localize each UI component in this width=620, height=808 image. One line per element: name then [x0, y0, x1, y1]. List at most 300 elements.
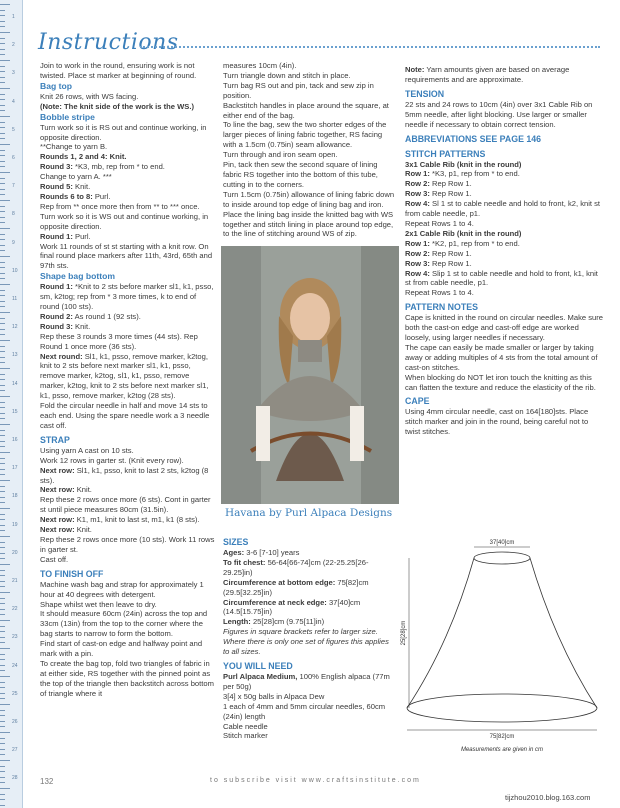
- ruler-tick: [0, 682, 5, 683]
- ruler-tick: [0, 21, 5, 22]
- instruction-line: [223, 578, 395, 598]
- instruction-line: Cast off.: [40, 554, 69, 564]
- section-heading: PATTERN NOTES: [405, 302, 478, 313]
- section-heading: Bag top: [40, 80, 72, 91]
- ruler-tick: [0, 721, 5, 722]
- ruler-number: 21: [12, 578, 18, 584]
- ruler-tick: [0, 435, 5, 436]
- line-text: Sl 1 st to cable needle and hold to front, k2, knit st from cable needle, p1.: [405, 199, 601, 219]
- line-label: Circumference at neck edge:: [223, 597, 327, 607]
- ruler-tick: [0, 334, 5, 335]
- section-heading: Bobble stripe: [40, 111, 95, 122]
- instruction-line: Place the lining bag inside the knitted bag with WS together and stitch lining in place around top edge, to the line of stitching around WS of zip.: [223, 209, 394, 239]
- section-heading: CAPE: [405, 396, 430, 407]
- line-label: Round 3:: [40, 162, 73, 172]
- line-label: Round 5:: [40, 182, 73, 192]
- ruler-tick: [0, 256, 10, 257]
- column-2: [223, 61, 395, 239]
- line-text: Knit.: [72, 321, 91, 331]
- instruction-line: Backstitch handles in place around the square, at either end of the bag.: [223, 100, 389, 120]
- ruler-tick: [0, 760, 10, 761]
- left-ruler: [0, 0, 23, 808]
- ruler-tick: [0, 127, 5, 128]
- ruler-tick: [0, 547, 5, 548]
- ruler-tick: [0, 105, 5, 106]
- instruction-line: Shape whilst wet then leave to dry.: [40, 599, 157, 609]
- ruler-tick: [0, 38, 5, 39]
- instruction-line: [405, 249, 605, 259]
- instruction-line: **Change to yarn B.: [40, 142, 108, 152]
- ruler-tick: [0, 777, 5, 778]
- ruler-tick: [0, 66, 5, 67]
- girl-in-cape-image: [221, 246, 399, 504]
- line-text: Knit.: [74, 485, 92, 495]
- line-label: Next row:: [40, 485, 75, 495]
- ruler-number: 3: [12, 70, 15, 77]
- line-text: Rep Row 1.: [429, 189, 472, 199]
- line-label: Round 2:: [40, 311, 73, 321]
- ruler-tick: [0, 486, 5, 487]
- ruler-tick: [0, 329, 5, 330]
- ruler-tick: [0, 211, 5, 212]
- ruler-tick: [0, 172, 10, 173]
- ruler-tick: [0, 306, 5, 307]
- ruler-tick: [0, 245, 5, 246]
- section-heading: TO FINISH OFF: [40, 568, 104, 579]
- ruler-tick: [0, 60, 10, 61]
- line-text: Purl.: [72, 231, 91, 241]
- instruction-line: [40, 232, 215, 242]
- ruler-number: 15: [12, 408, 18, 415]
- ruler-tick: [0, 385, 5, 386]
- instruction-line: [405, 269, 605, 289]
- ruler-tick: [0, 598, 5, 599]
- line-label: Round 3:: [40, 321, 73, 331]
- ruler-number: 6: [12, 155, 15, 161]
- ruler-tick: [0, 402, 5, 403]
- instruction-line: Repeat Rows 1 to 4.: [405, 288, 474, 298]
- ruler-tick: [0, 558, 5, 559]
- line-text: 3-6 [7-10] years: [244, 548, 300, 557]
- line-text: Sl1, k1, psso, knit to last 2 sts, k2tog (8 sts).: [40, 465, 209, 485]
- watermark: tijzhou2010.blog.163.com: [505, 793, 591, 802]
- ruler-tick: [0, 82, 5, 83]
- ruler-tick: [0, 262, 5, 263]
- line-label: Next row:: [40, 525, 75, 535]
- ruler-number: 10: [12, 267, 18, 274]
- line-text: As round 1 (92 sts).: [72, 311, 141, 321]
- ruler-number: 12: [12, 324, 18, 331]
- ruler-number: 7: [12, 183, 15, 190]
- ruler-tick: [0, 508, 10, 509]
- sizes-column: [223, 533, 395, 741]
- ruler-tick: [0, 183, 5, 184]
- ruler-tick: [0, 340, 10, 341]
- column-3: [405, 65, 605, 437]
- instruction-line: When blocking do NOT let iron touch the knitting as this can flatten the texture and reduce the elasticity of the rib.: [405, 372, 596, 392]
- line-text: Knit.: [74, 525, 92, 535]
- column-1: [40, 61, 215, 699]
- ruler-tick: [0, 379, 5, 380]
- ruler-tick: [0, 396, 10, 397]
- ruler-tick: [0, 480, 10, 481]
- ruler-tick: [0, 766, 5, 767]
- line-text: *Knit to 2 sts before marker sl1, k1, psso, sm, k2tog; rep from * 3 more times, k to end of round (100 sts).: [40, 282, 214, 312]
- ruler-tick: [0, 805, 5, 806]
- ruler-tick: [0, 390, 5, 391]
- instruction-line: Change to yarn A. ***: [40, 172, 112, 182]
- ruler-tick: [0, 771, 5, 772]
- instruction-line: [40, 352, 215, 402]
- line-text: *K2, p1, rep from * to end.: [429, 238, 520, 248]
- instruction-line: Work 12 rows in garter st. (Knit every row).: [40, 455, 184, 465]
- instruction-line: [223, 672, 395, 692]
- page-number: 132: [40, 777, 54, 786]
- ruler-tick: [0, 754, 5, 755]
- ruler-tick: [0, 659, 5, 660]
- ruler-tick: [0, 312, 10, 313]
- section-heading: TENSION: [405, 88, 445, 99]
- line-text: Yarn amounts given are based on average requirements and are approximate.: [405, 65, 570, 84]
- instruction-line: Stitch marker: [223, 731, 268, 741]
- ruler-tick: [0, 155, 5, 156]
- instruction-line: Fold the circular needle in half and move 14 sts to each end. Using the spare needle work a 3 needle cast off.: [40, 401, 210, 430]
- instruction-line: [405, 169, 605, 179]
- ruler-tick: [0, 648, 10, 649]
- ruler-tick: [0, 441, 5, 442]
- ruler-number: 16: [12, 437, 18, 443]
- ruler-number: 9: [12, 239, 15, 246]
- instruction-line: [40, 282, 215, 312]
- instruction-line: measures 10cm (4in).: [223, 61, 297, 70]
- ruler-tick: [0, 788, 10, 789]
- line-label: To fit chest:: [223, 557, 266, 567]
- ruler-tick: [0, 323, 5, 324]
- ruler-number: 25: [12, 690, 18, 697]
- ruler-tick: [0, 530, 5, 531]
- section-heading: STRAP: [40, 434, 70, 445]
- ruler-tick: [0, 284, 10, 285]
- title-divider: [140, 46, 600, 48]
- ruler-number: 23: [12, 634, 18, 641]
- line-text: Rep Row 1.: [429, 248, 472, 258]
- line-text: 75[82]cm (29.5[32.25]in): [223, 577, 369, 597]
- ruler-tick: [0, 32, 10, 33]
- instruction-line: Knit 26 rows, with WS facing.: [40, 91, 139, 101]
- instruction-line: Rep these 3 rounds 3 more times (44 sts). Rep Round 1 once more (36 sts).: [40, 331, 198, 351]
- ruler-tick: [0, 603, 5, 604]
- line-label: Ages:: [223, 548, 245, 557]
- section-heading: Shape bag bottom: [40, 271, 115, 282]
- line-label: Row 1:: [405, 238, 430, 248]
- ruler-tick: [0, 676, 10, 677]
- ruler-tick: [0, 77, 5, 78]
- ruler-tick: [0, 346, 5, 347]
- line-label: Row 2:: [405, 179, 430, 189]
- ruler-tick: [0, 99, 5, 100]
- instruction-line: [405, 199, 605, 219]
- ruler-tick: [0, 782, 5, 783]
- ruler-tick: [0, 228, 10, 229]
- ruler-tick: [0, 418, 5, 419]
- line-text: 25[28]cm (9.75[11]in): [250, 617, 325, 627]
- instruction-line: Turn 1.5cm (0.75in) allowance of lining fabric down to inside around top edge of lining bag and iron.: [223, 189, 395, 209]
- line-label: Rounds 6 to 8:: [40, 191, 93, 201]
- line-text: Slip 1 st to cable needle and hold to front, k1, knit st from cable needle, p1.: [405, 268, 598, 288]
- ruler-tick: [0, 94, 5, 95]
- ruler-tick: [0, 514, 5, 515]
- line-text: 100% English alpaca (77m per 50g): [223, 671, 390, 691]
- ruler-number: 20: [12, 549, 18, 556]
- instruction-line: [40, 322, 215, 332]
- ruler-tick: [0, 458, 5, 459]
- ruler-tick: [0, 122, 5, 123]
- instruction-line: To line the bag, sew the two shorter edges of the larger pieces of lining fabric together, RS facing with a 1.5cm (0.75in) seam allowance.: [223, 120, 387, 150]
- line-text: *K3, mb, rep from * to end.: [72, 162, 165, 172]
- instruction-line: To create the bag top, fold two triangles of fabric in at either side, RS together with the pinned point as the top of the triangle then backstitch across bottom of triangle where it: [40, 658, 214, 698]
- ruler-tick: [0, 374, 5, 375]
- ruler-tick: [0, 71, 5, 72]
- instruction-line: Pin, tack then sew the second square of lining fabric RS together into the bottom of this tube, cutting in to the corners.: [223, 160, 378, 189]
- instruction-line: [40, 192, 215, 202]
- instruction-line: [40, 525, 215, 535]
- line-label: Round 1:: [40, 282, 73, 292]
- ruler-tick: [0, 194, 5, 195]
- ruler-tick: [0, 654, 5, 655]
- instruction-line: Turn triangle down and stitch in place.: [223, 70, 351, 80]
- ruler-tick: [0, 497, 5, 498]
- ruler-number: 2: [12, 42, 15, 49]
- line-label: Next round:: [40, 351, 83, 361]
- ruler-tick: [0, 357, 5, 358]
- ruler-tick: [0, 704, 10, 705]
- ruler-number: 1: [12, 14, 15, 20]
- line-text: *K3, p1, rep from * to end.: [429, 169, 520, 179]
- ruler-tick: [0, 189, 5, 190]
- instruction-line: 22 sts and 24 rows to 10cm (4in) over 3x1 Cable Rib on 5mm needle, after light blocking. Use larger or smaller needle if necessary to obtain correct tension.: [405, 99, 593, 129]
- line-label: Next row:: [40, 465, 75, 475]
- instruction-line: [405, 65, 605, 85]
- line-label: Purl Alpaca Medium,: [223, 671, 298, 681]
- ruler-tick: [0, 217, 5, 218]
- instruction-line: Machine wash bag and strap for approximately 1 hour at 40 degrees with detergent.: [40, 579, 204, 599]
- bold-line: (Note: The knit side of the work is the WS.): [40, 101, 194, 111]
- ruler-tick: [0, 749, 5, 750]
- instruction-line: [223, 617, 395, 627]
- ruler-tick: [0, 710, 5, 711]
- line-text: Purl.: [92, 191, 111, 201]
- ruler-tick: [0, 239, 5, 240]
- ruler-tick: [0, 54, 5, 55]
- bottom-measure: 75[82]cm: [489, 734, 515, 740]
- ruler-tick: [0, 43, 5, 44]
- line-text: 37[40]cm (14.5[15.75]in): [223, 597, 361, 617]
- ruler-tick: [0, 234, 5, 235]
- ruler-tick: [0, 138, 5, 139]
- instruction-line: 1 each of 4mm and 5mm circular needles, 60cm (24in) length: [223, 701, 386, 721]
- ruler-tick: [0, 318, 5, 319]
- ruler-tick: [0, 738, 5, 739]
- ruler-tick: [0, 15, 5, 16]
- instruction-line: Repeat Rows 1 to 4.: [405, 218, 474, 228]
- instruction-line: Cable needle: [223, 721, 268, 731]
- line-text: K1, m1, knit to last st, m1, k1 (8 sts).: [74, 515, 200, 525]
- instruction-line: Turn work so it is RS out and continue working, in opposite direction.: [40, 122, 207, 142]
- model-photo: [221, 246, 399, 504]
- ruler-tick: [0, 88, 10, 89]
- ruler-tick: [0, 273, 5, 274]
- ruler-tick: [0, 693, 5, 694]
- ruler-tick: [0, 609, 5, 610]
- ruler-number: 18: [12, 493, 18, 500]
- ruler-tick: [0, 407, 5, 408]
- ruler-tick: [0, 206, 5, 207]
- instruction-line: [223, 598, 395, 618]
- ruler-tick: [0, 178, 5, 179]
- ruler-number: 14: [12, 380, 18, 387]
- line-label: Row 1:: [405, 169, 430, 179]
- ruler-tick: [0, 626, 5, 627]
- instruction-line: 3[4] x 50g balls in Alpaca Dew: [223, 691, 325, 701]
- instruction-line: Rep these 2 rows once more (10 sts). Work 11 rows in garter st.: [40, 534, 215, 554]
- section-heading: STITCH PATTERNS: [405, 148, 486, 159]
- ruler-tick: [0, 525, 5, 526]
- ruler-tick: [0, 10, 5, 11]
- ruler-tick: [0, 150, 5, 151]
- ruler-tick: [0, 519, 5, 520]
- ruler-tick: [0, 687, 5, 688]
- ruler-number: 8: [12, 211, 15, 218]
- instruction-line: Work 11 rounds of st st starting with a knit row. On final round place markers after 11th, 43rd, 65th and 97th sts.: [40, 241, 213, 271]
- line-text: Rep Row 1.: [429, 179, 472, 189]
- ruler-tick: [0, 592, 10, 593]
- section-heading: YOU WILL NEED: [223, 660, 293, 671]
- line-text: Sl1, k1, psso, remove marker, k2tog, knit to 2 sts before next marker sl1, k1, psso, remove marker, k2tog, sl1, k1, psso, remove marker, k2tog, knit to 2 sts before next marker sl1, k1, psso, remove marker, k2tog (28 sts).: [40, 351, 209, 401]
- ruler-tick: [0, 575, 5, 576]
- section-heading: SIZES: [223, 537, 249, 547]
- ruler-tick: [0, 368, 10, 369]
- instruction-line: It should measure 60cm (24in) across the top and 33cm (13in) from the top to the corner where the bag starts to narrow to form the bottom.: [40, 609, 208, 639]
- ruler-tick: [0, 586, 5, 587]
- cape-schematic: [395, 533, 610, 758]
- instruction-line: [405, 239, 605, 249]
- ruler-tick: [0, 452, 10, 453]
- ruler-number: 4: [12, 98, 15, 105]
- ruler-tick: [0, 536, 10, 537]
- line-label: Row 4:: [405, 268, 430, 278]
- ruler-tick: [0, 553, 5, 554]
- bold-line: 2x1 Cable Rib (knit in the round): [405, 228, 522, 238]
- ruler-tick: [0, 110, 5, 111]
- instruction-line: The cape can easily be made smaller or larger by taking away or adding multiples of 4 sts from the total amount of cast-on stitches.: [405, 342, 598, 372]
- ruler-tick: [0, 614, 5, 615]
- line-label: Row 4:: [405, 199, 430, 209]
- ruler-tick: [0, 290, 5, 291]
- bold-line: 3x1 Cable Rib (knit in the round): [405, 159, 522, 169]
- top-measure: 37[40]cm: [489, 540, 515, 546]
- ruler-number: 17: [12, 465, 18, 472]
- line-label: Length:: [223, 617, 251, 627]
- ruler-tick: [0, 301, 5, 302]
- ruler-tick: [0, 620, 10, 621]
- instruction-line: [405, 189, 605, 199]
- bold-line: Rounds 1, 2 and 4: Knit.: [40, 152, 127, 162]
- note-text: Figures in square brackets refer to larger size. Where there is only one set of figures this applies to all sizes.: [223, 627, 389, 657]
- photo-caption: Havana by Purl Alpaca Designs: [225, 507, 393, 519]
- instruction-line: [40, 312, 215, 322]
- ruler-tick: [0, 267, 5, 268]
- ruler-tick: [0, 469, 5, 470]
- ruler-tick: [0, 161, 5, 162]
- ruler-tick: [0, 642, 5, 643]
- instruction-line: [40, 162, 215, 172]
- instruction-line: Using 4mm circular needle, cast on 164[180]sts. Place stitch marker and join in the round, being careful not to twist stitches.: [405, 407, 589, 437]
- ruler-tick: [0, 670, 5, 671]
- instruction-line: [223, 548, 395, 558]
- ruler-tick: [0, 49, 5, 50]
- ruler-tick: [0, 362, 5, 363]
- ruler-tick: [0, 133, 5, 134]
- ruler-tick: [0, 4, 10, 5]
- instruction-line: [223, 558, 395, 578]
- ruler-tick: [0, 26, 5, 27]
- instruction-line: [40, 466, 215, 486]
- instruction-line: [40, 182, 215, 192]
- ruler-tick: [0, 799, 5, 800]
- ruler-tick: [0, 715, 5, 716]
- section-heading: ABBREVIATIONS SEE PAGE 146: [405, 133, 542, 144]
- instruction-line: [405, 259, 605, 269]
- line-label: Next row:: [40, 515, 75, 525]
- ruler-number: 24: [12, 662, 18, 669]
- instruction-line: Cape is knitted in the round on circular needles. Make sure both the cast-on edge and cast-off edge are worked loosely, using larger needles if necessary.: [405, 313, 603, 343]
- ruler-tick: [0, 200, 10, 201]
- line-text: Rep Row 1.: [429, 258, 472, 268]
- ruler-number: 13: [12, 352, 18, 359]
- ruler-tick: [0, 116, 10, 117]
- line-label: Row 3:: [405, 189, 430, 199]
- ruler-number: 5: [12, 126, 15, 133]
- ruler-tick: [0, 463, 5, 464]
- ruler-tick: [0, 144, 10, 145]
- subscribe-footer: to subscribe visit www.craftsinstitute.com: [210, 777, 421, 784]
- instruction-line: Turn through and iron seam open.: [223, 150, 338, 160]
- ruler-tick: [0, 250, 5, 251]
- ruler-tick: [0, 665, 5, 666]
- ruler-tick: [0, 581, 5, 582]
- ruler-tick: [0, 542, 5, 543]
- ruler-tick: [0, 743, 5, 744]
- line-label: Round 1:: [40, 231, 73, 241]
- ruler-tick: [0, 491, 5, 492]
- instruction-line: [405, 179, 605, 189]
- line-text: 56-64[66-74]cm (22-25.25[26-29.25]in): [223, 557, 369, 577]
- ruler-number: 28: [12, 775, 18, 782]
- instruction-line: Rep these 2 rows once more (6 sts). Cont in garter st until piece measures 80cm (31.5in).: [40, 495, 211, 515]
- ruler-tick: [0, 295, 5, 296]
- ruler-tick: [0, 430, 5, 431]
- ruler-tick: [0, 502, 5, 503]
- instruction-line: Using yarn A cast on 10 sts.: [40, 445, 134, 455]
- ruler-tick: [0, 413, 5, 414]
- ruler-tick: [0, 474, 5, 475]
- line-text: Knit.: [72, 182, 91, 192]
- ruler-tick: [0, 166, 5, 167]
- ruler-number: 11: [12, 296, 18, 302]
- instruction-line: [40, 485, 215, 495]
- ruler-tick: [0, 351, 5, 352]
- ruler-tick: [0, 570, 5, 571]
